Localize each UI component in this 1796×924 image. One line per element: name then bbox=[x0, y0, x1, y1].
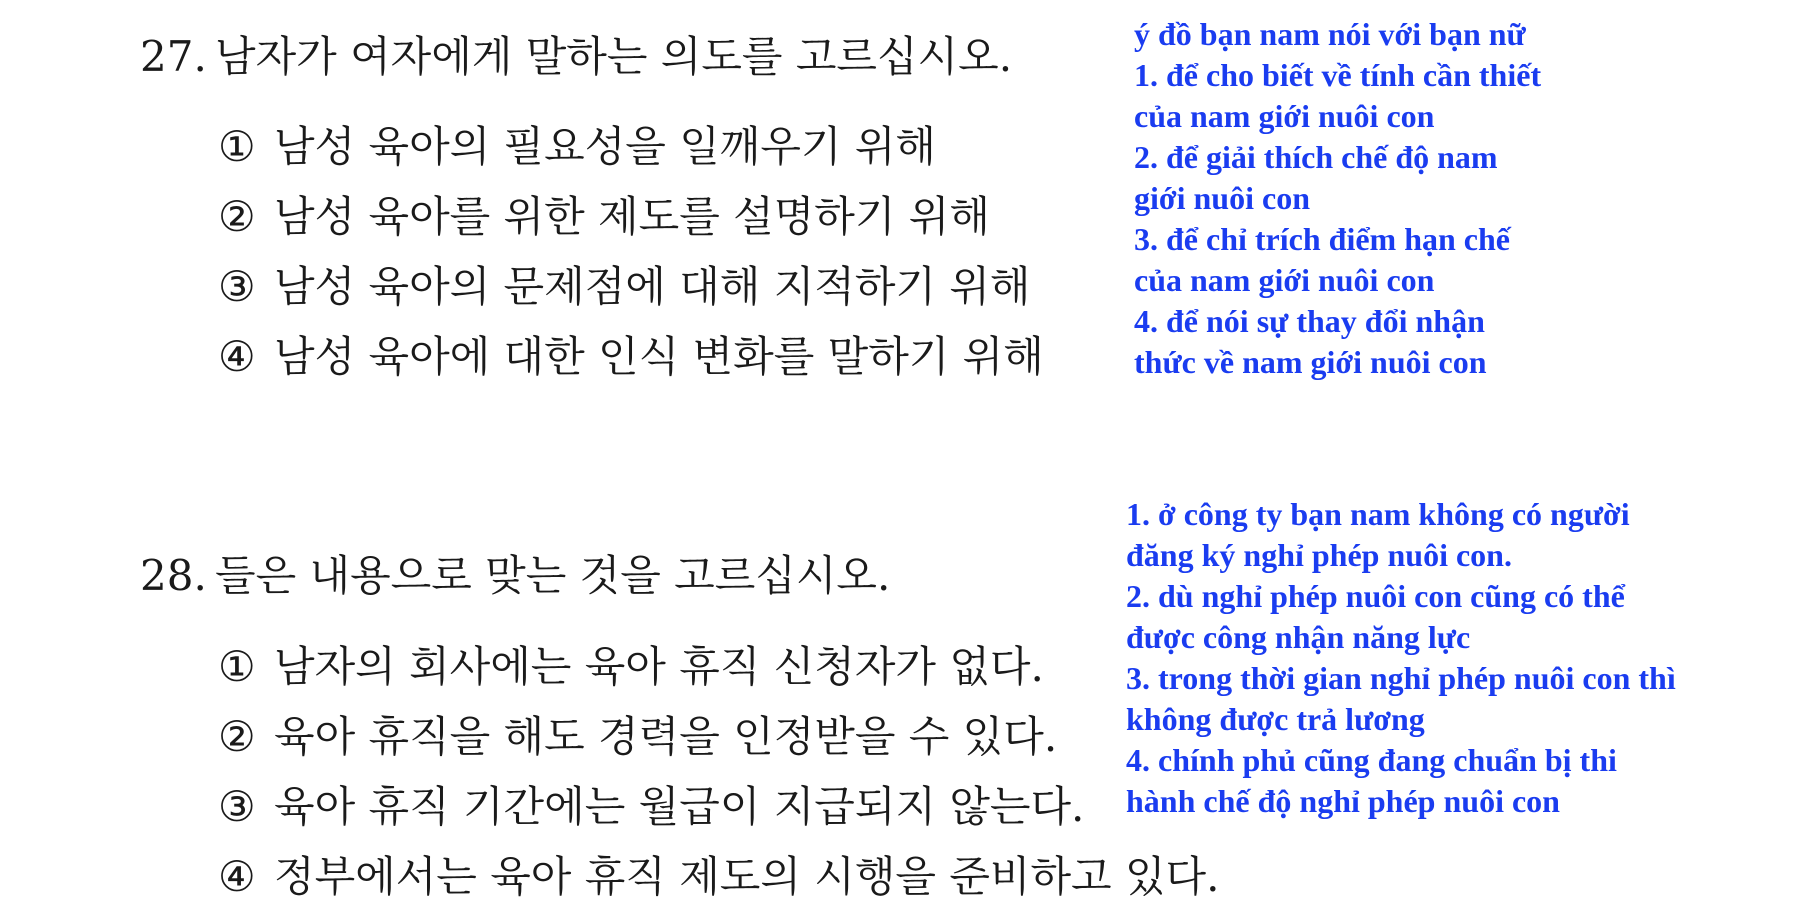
option-mark: ① bbox=[218, 642, 256, 691]
translation-line: 4. để nói sự thay đổi nhận bbox=[1134, 303, 1485, 339]
q28-option-4[interactable] bbox=[218, 852, 1220, 901]
translation-line: 3. để chỉ trích điểm hạn chế bbox=[1134, 221, 1510, 257]
translation-line: 2. để giải thích chế độ nam bbox=[1134, 139, 1498, 175]
q27-option-3[interactable] bbox=[218, 262, 1031, 311]
translation-line: được công nhận năng lực bbox=[1126, 619, 1471, 655]
option-text: 육아 휴직을 해도 경력을 인정받을 수 있다. bbox=[274, 712, 1058, 761]
option-mark: ④ bbox=[218, 332, 256, 381]
translation-line: 1. ở công ty bạn nam không có người bbox=[1126, 496, 1630, 532]
option-text: 남성 육아의 필요성을 일깨우기 위해 bbox=[274, 122, 936, 171]
translation-line: thức về nam giới nuôi con bbox=[1134, 344, 1487, 380]
question-number: 27. bbox=[140, 32, 207, 81]
question-28-title bbox=[140, 551, 891, 600]
question-prompt: 남자가 여자에게 말하는 의도를 고르십시오. bbox=[215, 32, 1013, 81]
question-number: 28. bbox=[140, 551, 207, 600]
option-text: 육아 휴직 기간에는 월급이 지급되지 않는다. bbox=[274, 782, 1085, 831]
translation-line: hành chế độ nghỉ phép nuôi con bbox=[1126, 783, 1560, 819]
option-mark: ③ bbox=[218, 262, 256, 311]
option-text: 남성 육아에 대한 인식 변화를 말하기 위해 bbox=[274, 332, 1044, 381]
option-mark: ③ bbox=[218, 782, 256, 831]
translation-line: 4. chính phủ cũng đang chuẩn bị thi bbox=[1126, 742, 1617, 778]
option-text: 남성 육아를 위한 제도를 설명하기 위해 bbox=[274, 192, 990, 241]
translation-line: ý đồ bạn nam nói với bạn nữ bbox=[1134, 16, 1526, 52]
option-mark: ④ bbox=[218, 852, 256, 901]
option-text: 정부에서는 육아 휴직 제도의 시행을 준비하고 있다. bbox=[274, 852, 1220, 901]
translation-line: không được trả lương bbox=[1126, 701, 1425, 737]
q28-translation bbox=[1126, 494, 1676, 822]
translation-line: 3. trong thời gian nghỉ phép nuôi con thì bbox=[1126, 660, 1676, 696]
translation-line: 1. để cho biết về tính cần thiết bbox=[1134, 57, 1542, 93]
q28-option-2[interactable] bbox=[218, 712, 1058, 761]
q28-option-1[interactable] bbox=[218, 642, 1044, 691]
translation-line: của nam giới nuôi con bbox=[1134, 98, 1435, 134]
translation-line: của nam giới nuôi con bbox=[1134, 262, 1435, 298]
translation-line: giới nuôi con bbox=[1134, 180, 1310, 216]
option-mark: ② bbox=[218, 192, 256, 241]
q27-option-2[interactable] bbox=[218, 192, 990, 241]
q27-translation bbox=[1134, 14, 1541, 383]
translation-line: đăng ký nghỉ phép nuôi con. bbox=[1126, 537, 1512, 573]
q27-option-4[interactable] bbox=[218, 332, 1044, 381]
option-text: 남성 육아의 문제점에 대해 지적하기 위해 bbox=[274, 262, 1031, 311]
option-mark: ② bbox=[218, 712, 256, 761]
q28-option-3[interactable] bbox=[218, 782, 1085, 831]
option-mark: ① bbox=[218, 122, 256, 171]
translation-line: 2. dù nghỉ phép nuôi con cũng có thể bbox=[1126, 578, 1625, 614]
option-text: 남자의 회사에는 육아 휴직 신청자가 없다. bbox=[274, 642, 1044, 691]
question-27-title bbox=[140, 32, 1013, 81]
q27-option-1[interactable] bbox=[218, 122, 936, 171]
question-prompt: 들은 내용으로 맞는 것을 고르십시오. bbox=[215, 551, 891, 600]
